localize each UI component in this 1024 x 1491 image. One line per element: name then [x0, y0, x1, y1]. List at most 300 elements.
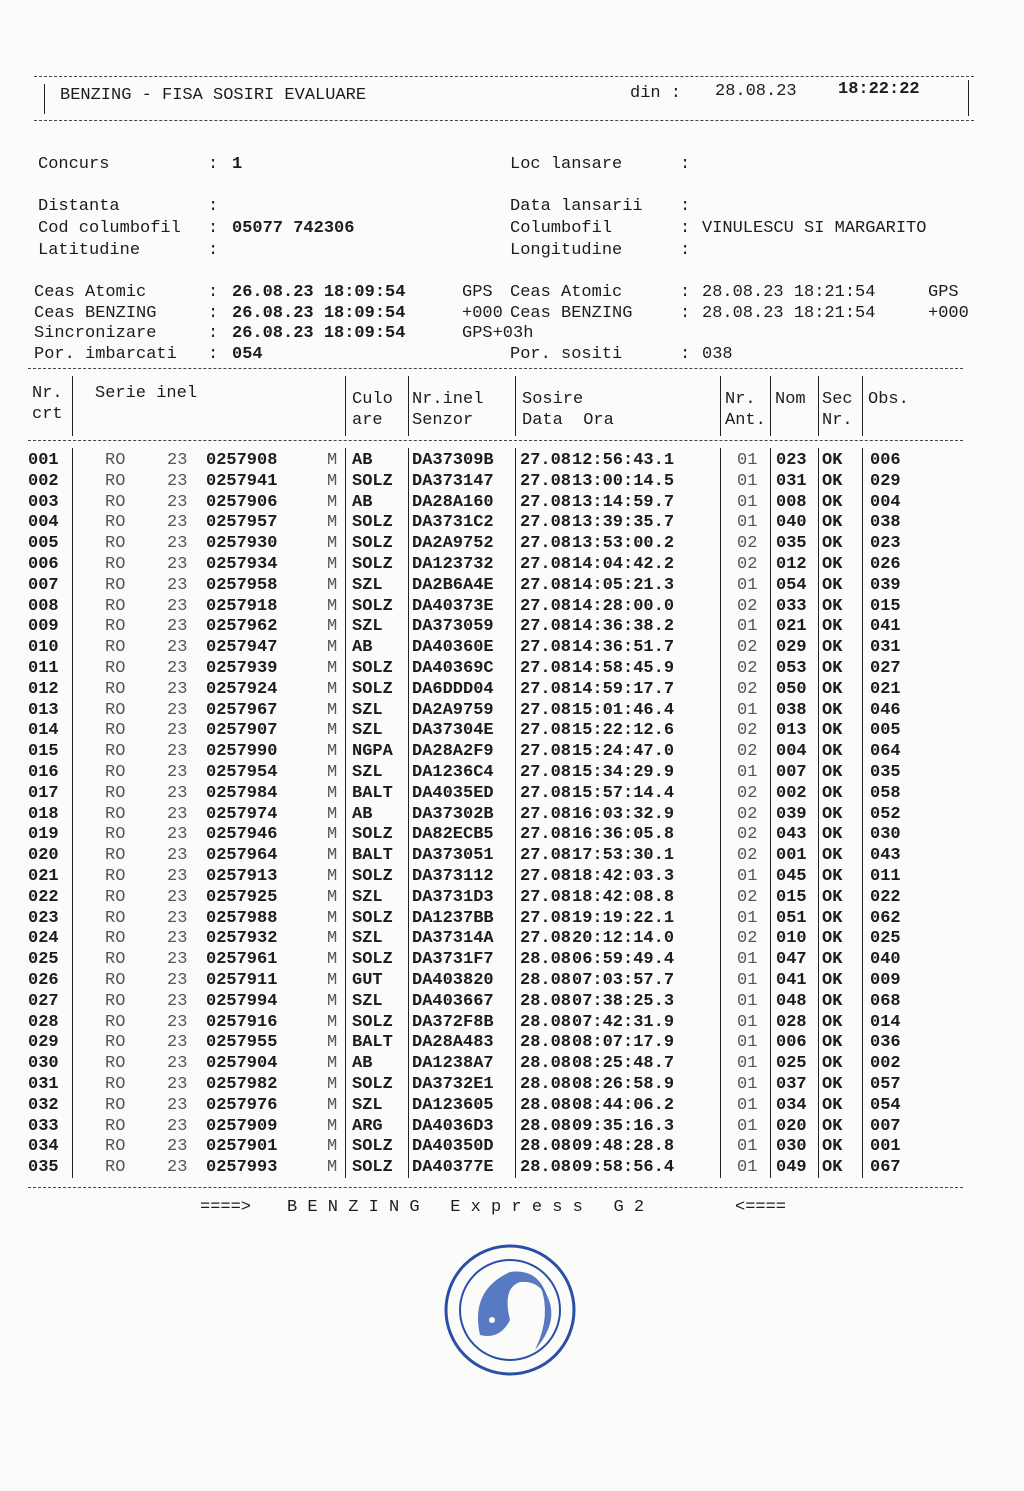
previous-number: 02	[737, 679, 758, 699]
row-number: 026	[28, 971, 59, 990]
nominated: 037	[776, 1075, 807, 1094]
sector-status: OK	[822, 700, 843, 720]
table-row	[0, 1157, 1024, 1178]
color: SZL	[352, 887, 383, 907]
sensor-ring: DA2A9752	[412, 534, 494, 554]
sex: M	[327, 534, 338, 554]
sex: M	[327, 1116, 338, 1136]
arrival-date: 28.08	[520, 1054, 572, 1074]
year: 23	[167, 679, 188, 699]
sex: M	[327, 492, 338, 512]
previous-number: 01	[737, 971, 758, 990]
year: 23	[167, 471, 188, 491]
column-divider	[720, 376, 721, 436]
ring-serial: 0257932	[206, 929, 278, 949]
arrival-date: 28.08	[520, 1012, 572, 1032]
color: SOLZ	[352, 1012, 393, 1032]
sex: M	[327, 700, 338, 720]
info-label: Data lansarii	[510, 197, 643, 216]
sector-status: OK	[822, 1137, 843, 1157]
color: BALT	[352, 846, 393, 866]
ring-serial: 0257993	[206, 1158, 278, 1178]
row-number: 012	[28, 679, 59, 699]
nominated: 010	[776, 929, 807, 949]
arrival-time: 09:58:56.4	[572, 1158, 675, 1178]
arrival-time: 07:03:57.7	[572, 971, 675, 990]
previous-number: 02	[737, 929, 758, 949]
arrival-date: 27.08	[520, 555, 572, 574]
year: 23	[167, 742, 188, 762]
arrival-time: 14:04:42.2	[572, 555, 675, 574]
table-row	[0, 596, 1024, 617]
country: RO	[105, 1075, 126, 1094]
row-number: 001	[28, 451, 59, 470]
table-row	[0, 679, 1024, 700]
arrival-time: 13:39:35.7	[572, 513, 675, 533]
ring-serial: 0257947	[206, 638, 278, 658]
sensor-ring: DA37314A	[412, 929, 494, 949]
country: RO	[105, 638, 126, 658]
year: 23	[167, 950, 188, 970]
year: 23	[167, 804, 188, 824]
sex: M	[327, 1012, 338, 1032]
clock-suffix: GPS	[462, 283, 493, 302]
ring-serial: 0257908	[206, 451, 278, 470]
ring-serial: 0257904	[206, 1054, 278, 1074]
country: RO	[105, 1012, 126, 1032]
nominated: 015	[776, 887, 807, 907]
observation: 015	[870, 596, 901, 616]
clock-value: 26.08.23 18:09:54	[232, 283, 406, 302]
column-header: Nom	[775, 390, 806, 409]
arrival-time: 16:03:32.9	[572, 804, 675, 824]
row-number: 011	[28, 659, 59, 678]
info-colon: :	[208, 241, 219, 260]
arrival-time: 15:01:46.4	[572, 700, 675, 720]
arrival-time: 18:42:08.8	[572, 887, 675, 907]
nominated: 006	[776, 1033, 807, 1053]
table-row	[0, 908, 1024, 929]
observation: 030	[870, 825, 901, 845]
arrival-time: 14:59:17.7	[572, 679, 675, 699]
nominated: 029	[776, 638, 807, 658]
year: 23	[167, 1095, 188, 1115]
row-number: 020	[28, 846, 59, 866]
clock-label: Ceas BENZING	[510, 304, 633, 323]
country: RO	[105, 1095, 126, 1115]
sex: M	[327, 1137, 338, 1157]
ring-serial: 0257925	[206, 887, 278, 907]
year: 23	[167, 887, 188, 907]
ring-serial: 0257907	[206, 721, 278, 741]
nominated: 021	[776, 617, 807, 637]
sector-status: OK	[822, 825, 843, 845]
sensor-ring: DA28A2F9	[412, 742, 494, 762]
arrival-date: 27.08	[520, 742, 572, 762]
observation: 046	[870, 700, 901, 720]
sex: M	[327, 825, 338, 845]
sensor-ring: DA2B6A4E	[412, 575, 494, 595]
column-header: Data Ora	[522, 411, 614, 430]
previous-number: 02	[737, 534, 758, 554]
arrival-date: 27.08	[520, 846, 572, 866]
table-row	[0, 1136, 1024, 1157]
column-divider	[408, 376, 409, 436]
table-row	[0, 512, 1024, 533]
sex: M	[327, 804, 338, 824]
table-row	[0, 991, 1024, 1012]
column-divider	[770, 376, 771, 436]
previous-number: 01	[737, 1095, 758, 1115]
nominated: 007	[776, 763, 807, 782]
table-row	[0, 1053, 1024, 1074]
nominated: 047	[776, 950, 807, 970]
row-number: 014	[28, 721, 59, 741]
sensor-ring: DA28A160	[412, 492, 494, 512]
previous-number: 01	[737, 950, 758, 970]
arrival-time: 16:36:05.8	[572, 825, 675, 845]
year: 23	[167, 908, 188, 928]
ring-serial: 0257909	[206, 1116, 278, 1136]
observation: 058	[870, 783, 901, 803]
arrival-date: 27.08	[520, 659, 572, 678]
previous-number: 02	[737, 721, 758, 741]
arrival-date: 27.08	[520, 471, 572, 491]
nominated: 004	[776, 742, 807, 762]
sensor-ring: DA6DDD04	[412, 679, 494, 699]
previous-number: 01	[737, 700, 758, 720]
sex: M	[327, 950, 338, 970]
observation: 064	[870, 742, 901, 762]
nominated: 035	[776, 534, 807, 554]
previous-number: 02	[737, 887, 758, 907]
color: SZL	[352, 700, 383, 720]
info-label: Distanta	[38, 197, 120, 216]
sex: M	[327, 908, 338, 928]
ring-serial: 0257939	[206, 659, 278, 678]
observation: 039	[870, 575, 901, 595]
year: 23	[167, 617, 188, 637]
sensor-ring: DA4035ED	[412, 783, 494, 803]
nominated: 002	[776, 783, 807, 803]
arrival-date: 27.08	[520, 887, 572, 907]
sex: M	[327, 867, 338, 886]
sector-status: OK	[822, 867, 843, 886]
previous-number: 01	[737, 763, 758, 782]
clock-suffix: GPS+03h	[462, 324, 534, 343]
ring-serial: 0257911	[206, 971, 278, 990]
table-row	[0, 616, 1024, 637]
sensor-ring: DA37302B	[412, 804, 494, 824]
sex: M	[327, 971, 338, 990]
color: SOLZ	[352, 534, 393, 554]
arrival-time: 19:19:22.1	[572, 908, 675, 928]
row-number: 015	[28, 742, 59, 762]
sector-status: OK	[822, 804, 843, 824]
sex: M	[327, 721, 338, 741]
observation: 036	[870, 1033, 901, 1053]
row-number: 016	[28, 763, 59, 782]
sex: M	[327, 659, 338, 678]
ring-serial: 0257976	[206, 1095, 278, 1115]
year: 23	[167, 825, 188, 845]
column-header: Obs.	[868, 390, 909, 409]
info-colon: :	[208, 155, 219, 174]
clock-value: 26.08.23 18:09:54	[232, 304, 406, 323]
column-divider	[72, 376, 73, 436]
clock-suffix: GPS	[928, 283, 959, 302]
divider	[28, 440, 963, 441]
column-header: Nr.	[32, 384, 63, 403]
arrival-date: 27.08	[520, 721, 572, 741]
color: SOLZ	[352, 679, 393, 699]
nominated: 030	[776, 1137, 807, 1157]
country: RO	[105, 700, 126, 720]
color: SOLZ	[352, 825, 393, 845]
info-colon: :	[680, 241, 691, 260]
clock-value: 28.08.23 18:21:54	[702, 283, 876, 302]
sector-status: OK	[822, 742, 843, 762]
ring-serial: 0257988	[206, 908, 278, 928]
ring-serial: 0257964	[206, 846, 278, 866]
table-row	[0, 783, 1024, 804]
row-number: 027	[28, 991, 59, 1011]
row-number: 034	[28, 1137, 59, 1157]
ring-serial: 0257916	[206, 1012, 278, 1032]
sector-status: OK	[822, 575, 843, 595]
sector-status: OK	[822, 783, 843, 803]
arrival-time: 13:14:59.7	[572, 492, 675, 512]
arrival-date: 28.08	[520, 1158, 572, 1178]
nominated: 045	[776, 867, 807, 886]
year: 23	[167, 1137, 188, 1157]
color: BALT	[352, 1033, 393, 1053]
sector-status: OK	[822, 1012, 843, 1032]
row-number: 013	[28, 700, 59, 720]
sensor-ring: DA40360E	[412, 638, 494, 658]
sensor-ring: DA403820	[412, 971, 494, 990]
previous-number: 01	[737, 1075, 758, 1094]
nominated: 013	[776, 721, 807, 741]
sex: M	[327, 679, 338, 699]
sex: M	[327, 991, 338, 1011]
year: 23	[167, 513, 188, 533]
arrival-time: 13:00:14.5	[572, 471, 675, 491]
arrival-time: 09:48:28.8	[572, 1137, 675, 1157]
observation: 001	[870, 1137, 901, 1157]
info-label: Longitudine	[510, 241, 623, 260]
country: RO	[105, 908, 126, 928]
previous-number: 01	[737, 1033, 758, 1053]
year: 23	[167, 971, 188, 990]
sector-status: OK	[822, 471, 843, 491]
info-colon: :	[208, 345, 219, 364]
sensor-ring: DA373147	[412, 471, 494, 491]
sector-status: OK	[822, 679, 843, 699]
table-row	[0, 533, 1024, 554]
sector-status: OK	[822, 1095, 843, 1115]
previous-number: 01	[737, 513, 758, 533]
clock-label: Por. sositi	[510, 345, 623, 364]
year: 23	[167, 575, 188, 595]
sector-status: OK	[822, 617, 843, 637]
row-number: 033	[28, 1116, 59, 1136]
color: AB	[352, 492, 373, 512]
previous-number: 02	[737, 638, 758, 658]
sensor-ring: DA2A9759	[412, 700, 494, 720]
info-colon: :	[680, 197, 691, 216]
sex: M	[327, 887, 338, 907]
table-row	[0, 554, 1024, 575]
color: AB	[352, 451, 373, 470]
observation: 052	[870, 804, 901, 824]
observation: 040	[870, 950, 901, 970]
footer-arrow-right: <====	[735, 1198, 787, 1217]
footer-arrow-left: ====>	[200, 1198, 252, 1217]
table-row	[0, 575, 1024, 596]
previous-number: 01	[737, 492, 758, 512]
year: 23	[167, 1116, 188, 1136]
year: 23	[167, 700, 188, 720]
table-row	[0, 887, 1024, 908]
info-colon: :	[208, 219, 219, 238]
observation: 054	[870, 1095, 901, 1115]
color: SZL	[352, 575, 383, 595]
row-number: 028	[28, 1012, 59, 1032]
divider	[34, 76, 974, 77]
observation: 011	[870, 867, 901, 886]
ring-serial: 0257994	[206, 991, 278, 1011]
info-colon: :	[680, 219, 691, 238]
sector-status: OK	[822, 1116, 843, 1136]
country: RO	[105, 1116, 126, 1136]
observation: 027	[870, 659, 901, 678]
country: RO	[105, 492, 126, 512]
previous-number: 02	[737, 555, 758, 574]
row-number: 004	[28, 513, 59, 533]
column-header: Sec	[822, 390, 853, 409]
sector-status: OK	[822, 1075, 843, 1094]
sensor-ring: DA123605	[412, 1095, 494, 1115]
clock-label: Por. imbarcati	[34, 345, 177, 364]
sex: M	[327, 555, 338, 574]
row-number: 006	[28, 555, 59, 574]
row-number: 022	[28, 887, 59, 907]
info-value: 1	[232, 155, 243, 174]
color: SOLZ	[352, 659, 393, 678]
table-row	[0, 824, 1024, 845]
divider	[968, 80, 969, 116]
year: 23	[167, 1012, 188, 1032]
divider	[44, 84, 45, 114]
country: RO	[105, 1054, 126, 1074]
sex: M	[327, 1075, 338, 1094]
country: RO	[105, 825, 126, 845]
arrival-date: 27.08	[520, 783, 572, 803]
arrival-date: 27.08	[520, 534, 572, 554]
sensor-ring: DA40377E	[412, 1158, 494, 1178]
nominated: 048	[776, 991, 807, 1011]
column-header: Sosire	[522, 390, 584, 409]
observation: 029	[870, 471, 901, 491]
divider	[34, 120, 974, 121]
year: 23	[167, 721, 188, 741]
row-number: 025	[28, 950, 59, 970]
arrival-date: 27.08	[520, 492, 572, 512]
previous-number: 02	[737, 742, 758, 762]
table-row	[0, 804, 1024, 825]
color: SOLZ	[352, 596, 393, 616]
country: RO	[105, 783, 126, 803]
year: 23	[167, 783, 188, 803]
sensor-ring: DA403667	[412, 991, 494, 1011]
observation: 041	[870, 617, 901, 637]
info-value: 05077 742306	[232, 219, 355, 238]
previous-number: 02	[737, 846, 758, 866]
ring-serial: 0257961	[206, 950, 278, 970]
sensor-ring: DA1238A7	[412, 1054, 494, 1074]
arrival-time: 14:36:38.2	[572, 617, 675, 637]
sensor-ring: DA40373E	[412, 596, 494, 616]
row-number: 032	[28, 1095, 59, 1115]
arrival-time: 08:26:58.9	[572, 1075, 675, 1094]
observation: 043	[870, 846, 901, 866]
country: RO	[105, 513, 126, 533]
column-header: Nr.	[725, 390, 756, 409]
row-number: 029	[28, 1033, 59, 1053]
arrival-date: 28.08	[520, 1075, 572, 1094]
observation: 004	[870, 492, 901, 512]
ring-serial: 0257962	[206, 617, 278, 637]
color: NGPA	[352, 742, 393, 762]
column-header: Serie inel	[95, 384, 198, 403]
arrival-date: 27.08	[520, 929, 572, 949]
observation: 057	[870, 1075, 901, 1094]
previous-number: 01	[737, 908, 758, 928]
observation: 022	[870, 887, 901, 907]
ring-serial: 0257913	[206, 867, 278, 886]
table-row	[0, 928, 1024, 949]
previous-number: 01	[737, 575, 758, 595]
arrival-date: 27.08	[520, 700, 572, 720]
ring-serial: 0257982	[206, 1075, 278, 1094]
color: SZL	[352, 721, 383, 741]
sector-status: OK	[822, 950, 843, 970]
sensor-ring: DA3731D3	[412, 887, 494, 907]
color: SZL	[352, 929, 383, 949]
table-row	[0, 970, 1024, 991]
arrival-time: 14:28:00.0	[572, 596, 675, 616]
observation: 005	[870, 721, 901, 741]
previous-number: 02	[737, 825, 758, 845]
sector-status: OK	[822, 492, 843, 512]
country: RO	[105, 804, 126, 824]
ring-serial: 0257990	[206, 742, 278, 762]
arrival-time: 17:53:30.1	[572, 846, 675, 866]
arrival-date: 27.08	[520, 596, 572, 616]
row-number: 007	[28, 575, 59, 595]
sector-status: OK	[822, 451, 843, 470]
sector-status: OK	[822, 638, 843, 658]
arrival-date: 27.08	[520, 763, 572, 782]
info-colon: :	[680, 155, 691, 174]
previous-number: 01	[737, 617, 758, 637]
sector-status: OK	[822, 991, 843, 1011]
sex: M	[327, 638, 338, 658]
color: SOLZ	[352, 1075, 393, 1094]
clock-label: Sincronizare	[34, 324, 157, 343]
sex: M	[327, 1158, 338, 1178]
